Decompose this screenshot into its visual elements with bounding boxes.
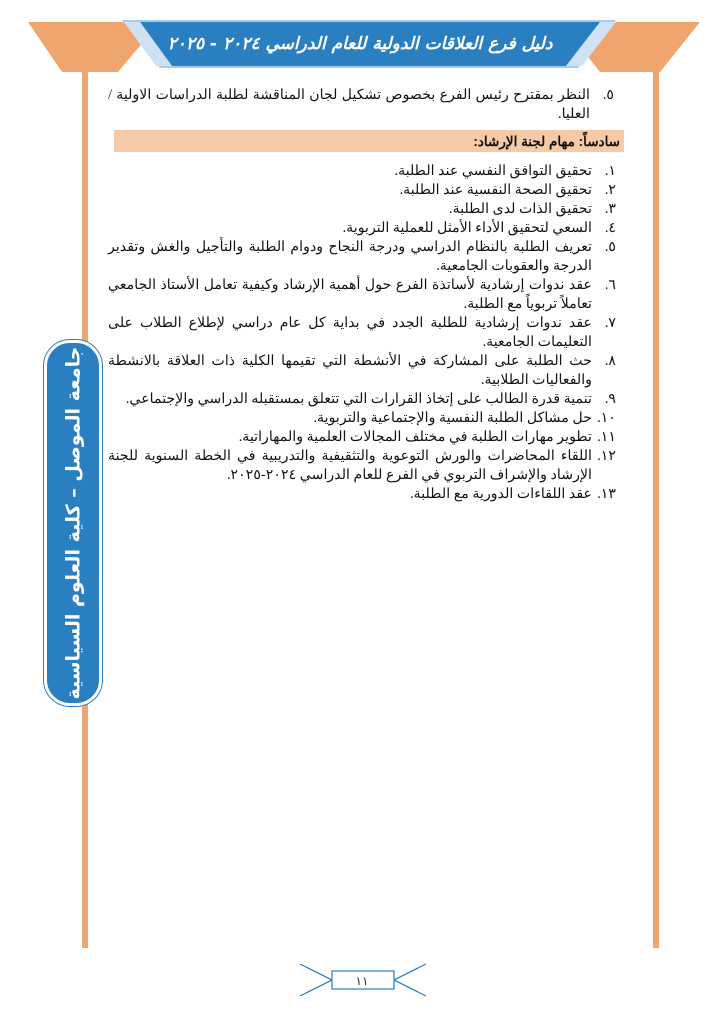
list-item-number: ٣.	[604, 201, 616, 217]
list-item	[108, 409, 616, 428]
list-item	[108, 181, 616, 200]
list-item	[108, 485, 616, 504]
intro-item-text: النظر بمقترح رئيس الفرع بخصوص تشكيل لجان المناقشة لطلبة الدراسات الاولية / العليا.	[108, 87, 590, 122]
list-item-number: ٢.	[604, 182, 616, 198]
list-item-text: عقد ندوات إرشادية لأساتذة الفرع حول أهمية الإرشاد وكيفية تعامل الأستاذ الجامعي تعاملاً تربوياً مع الطلبة.	[108, 277, 592, 312]
list-item-text: عقد ندوات إرشادية للطلبة الجدد في بداية كل عام دراسي لإطلاع الطلاب على التعليمات الجامعية.	[108, 315, 592, 350]
list-item-text: حل مشاكل الطلبة النفسية والإجتماعية والتربوية.	[313, 410, 592, 426]
list-item	[108, 447, 616, 485]
list-item-number: ١.	[604, 163, 616, 179]
list-item	[108, 428, 616, 447]
right-rail	[653, 58, 659, 948]
list-item-number: ١١.	[597, 429, 616, 445]
list-item-number: ١٠.	[597, 410, 616, 426]
list-item	[108, 219, 616, 238]
list-item-number: ٤.	[604, 220, 616, 236]
list-item-text: تحقيق التوافق النفسي عند الطلبة.	[394, 163, 592, 179]
intro-item-number: ٥.	[602, 87, 614, 103]
list-item-text: تحقيق الصحة النفسية عند الطلبة.	[399, 182, 592, 198]
list-item	[108, 352, 616, 390]
list-item	[108, 200, 616, 219]
list-item-text: حث الطلبة على المشاركة في الأنشطة التي تقيمها الكلية ذات العلاقة بالانشطة والفعاليات الطلابية.	[108, 353, 592, 388]
list-item-number: ٦.	[604, 277, 616, 293]
list-item-number: ٩.	[604, 391, 616, 407]
list-item-text: تعريف الطلبة بالنظام الدراسي ودرجة النجاح ودوام الطلبة والتأجيل والغش وتقدير الدرجة والعقوبات الجامعية.	[108, 239, 592, 274]
page-title: دليل فرع العلاقات الدولية للعام الدراسي ٢٠٢٤ - ٢٠٢٥	[167, 34, 553, 54]
list-item	[108, 314, 616, 352]
list-item-text: تحقيق الذات لدى الطلبة.	[449, 201, 592, 217]
section-heading-text: سادساً: مهام لجنة الإرشاد:	[473, 133, 620, 149]
document-body	[108, 86, 620, 504]
list-item-number: ١٢.	[597, 448, 616, 464]
header-banner	[0, 0, 724, 75]
list-item	[108, 162, 616, 181]
list-item-number: ١٣.	[597, 486, 616, 502]
list-item	[108, 238, 616, 276]
intro-item	[108, 86, 614, 124]
list-item-number: ٥.	[604, 239, 616, 255]
section-heading	[114, 130, 624, 152]
side-label-text: جامعة الموصل – كلية العلوم السياسية	[62, 346, 85, 700]
university-side-label	[44, 340, 102, 706]
page-number: ١١	[355, 974, 369, 988]
list-item-text: عقد اللقاءات الدورية مع الطلبة.	[410, 486, 592, 502]
list-item-number: ٨.	[604, 353, 616, 369]
list-item	[108, 390, 616, 409]
list-item-text: تنمية قدرة الطالب على إتخاذ القرارات التي تتعلق بمستقبله الدراسي والإجتماعي.	[125, 391, 592, 407]
list-item-text: السعي لتحقيق الأداء الأمثل للعملية التربوية.	[342, 220, 592, 236]
guidance-committee-list	[108, 162, 616, 504]
list-item-text: تطوير مهارات الطلبة في مختلف المجالات العلمية والمهاراتية.	[238, 429, 592, 445]
list-item-number: ٧.	[604, 315, 616, 331]
list-item-text: اللقاء المحاضرات والورش التوعوية والتثقيفية والتدريبية في الخطة السنوية للجنة الإرشاد والإشراف التربوي في الفرع للعام الدراسي ٢٠٢٤-٢٠٢٥.	[108, 448, 592, 483]
list-item	[108, 276, 616, 314]
